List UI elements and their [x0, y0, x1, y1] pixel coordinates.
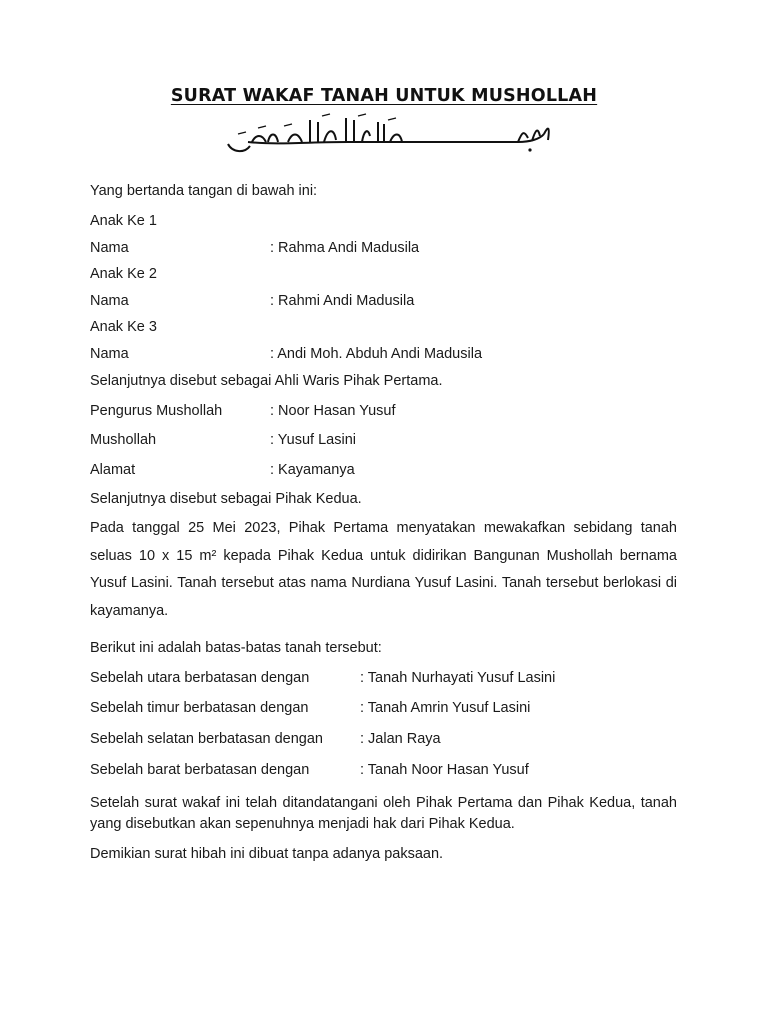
document-title: SURAT WAKAF TANAH UNTUK MUSHOLLAH	[170, 86, 598, 106]
second-party-value-2: : Yusuf Lasini	[270, 432, 356, 448]
intro-text: Yang bertanda tangan di bawah ini:	[90, 183, 318, 199]
second-party-label-2: Mushollah	[90, 432, 157, 448]
basmalah-calligraphy	[218, 112, 554, 158]
borders-intro: Berikut ini adalah batas-batas tanah tersebut:	[90, 640, 382, 656]
heir-2-name-value: : Rahmi Andi Madusila	[270, 293, 415, 309]
first-party-note: Selanjutnya disebut sebagai Ahli Waris Pihak Pertama.	[90, 373, 443, 389]
border-east-label: Sebelah timur berbatasan dengan	[90, 700, 309, 716]
second-party-value-3: : Kayamanya	[270, 462, 355, 478]
border-north-label: Sebelah utara berbatasan dengan	[90, 670, 310, 686]
border-south-value: : Jalan Raya	[360, 731, 441, 747]
heir-1-name-label: Nama	[90, 240, 129, 256]
heir-2-name-label: Nama	[90, 293, 129, 309]
heir-1-heading: Anak Ke 1	[90, 213, 157, 229]
border-north-value: : Tanah Nurhayati Yusuf Lasini	[360, 670, 556, 686]
heir-1-name-value: : Rahma Andi Madusila	[270, 240, 420, 256]
border-south-label: Sebelah selatan berbatasan dengan	[90, 731, 323, 747]
second-party-note: Selanjutnya disebut sebagai Pihak Kedua.	[90, 491, 362, 507]
border-west-label: Sebelah barat berbatasan dengan	[90, 762, 310, 778]
second-party-label-3: Alamat	[90, 462, 136, 478]
heir-3-name-value: : Andi Moh. Abduh Andi Madusila	[270, 346, 483, 362]
border-east-value: : Tanah Amrin Yusuf Lasini	[360, 700, 531, 716]
heir-3-heading: Anak Ke 3	[90, 319, 157, 335]
final-statement: Demikian surat hibah ini dibuat tanpa adanya paksaan.	[90, 846, 444, 862]
closing-paragraph: Setelah surat wakaf ini telah ditandatangani oleh Pihak Pertama dan Pihak Kedua, tanah yang disebutkan akan sepenuhnya menjadi hak dari Pihak Kedua.	[90, 795, 677, 832]
second-party-value-1: : Noor Hasan Yusuf	[270, 403, 396, 419]
second-party-label-1: Pengurus Mushollah	[90, 403, 223, 419]
statement-paragraph: Pada tanggal 25 Mei 2023, Pihak Pertama menyatakan mewakafkan sebidang tanah seluas 10 x 15 m² kepada Pihak Kedua untuk didirikan Bangunan Mushollah bernama Yusuf Lasini. Tanah tersebut atas nama Nurdiana Yusuf Lasini. Tanah tersebut berlokasi di kayamanya.	[90, 520, 677, 619]
border-west-value: : Tanah Noor Hasan Yusuf	[360, 762, 529, 778]
heir-3-name-label: Nama	[90, 346, 129, 362]
heir-2-heading: Anak Ke 2	[90, 266, 157, 282]
